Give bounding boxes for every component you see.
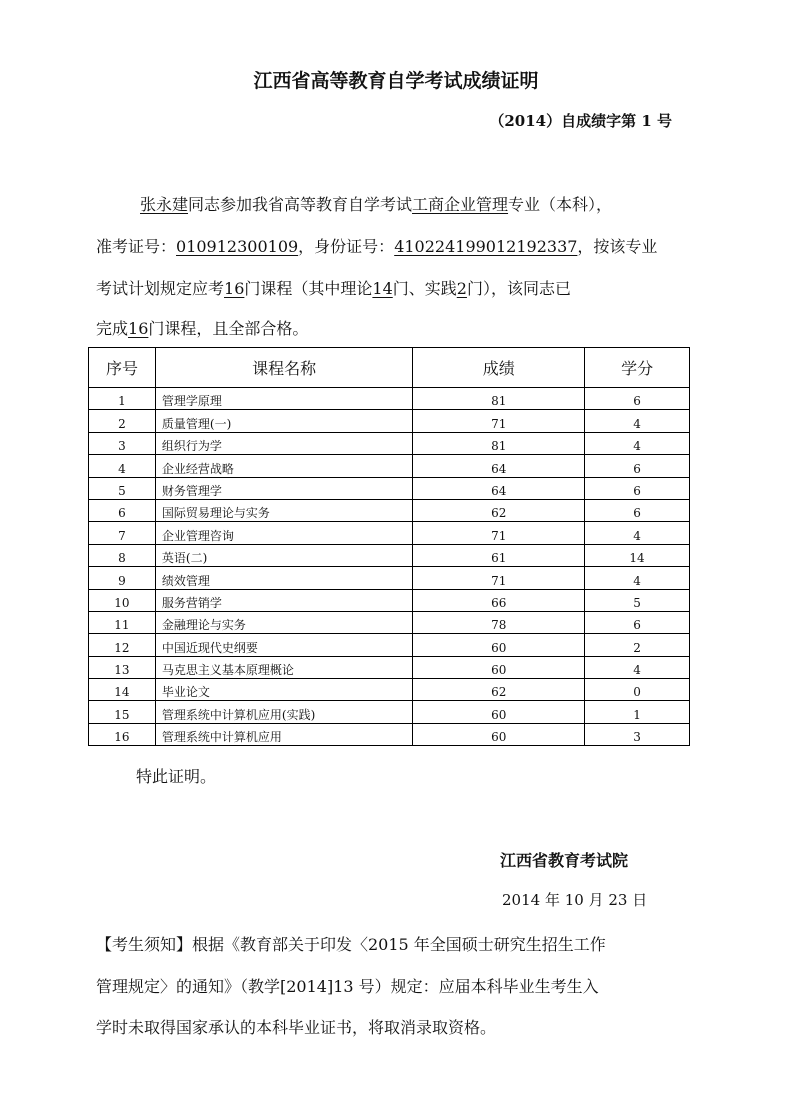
- cell-score: 60: [413, 723, 585, 745]
- cell-score: 71: [413, 567, 585, 589]
- cell-score: 64: [413, 455, 585, 477]
- cell-credit: 4: [585, 432, 690, 454]
- header-credit: 学分: [585, 348, 690, 388]
- cell-index: 5: [89, 477, 156, 499]
- cell-credit: 6: [585, 477, 690, 499]
- cell-index: 2: [89, 410, 156, 432]
- cell-course: 国际贸易理论与实务: [155, 499, 413, 521]
- table-row: [89, 679, 690, 701]
- cert-text-4: 考试计划规定应考: [96, 279, 225, 298]
- cell-course: 服务营销学: [155, 589, 413, 611]
- cert-text-9: 门课程，且全部合格。: [148, 319, 309, 338]
- header-score: 成绩: [413, 348, 585, 388]
- table-row: [89, 634, 690, 656]
- cert-line-2: [96, 234, 657, 257]
- cell-credit: 0: [585, 679, 690, 701]
- cell-credit: 4: [585, 656, 690, 678]
- cell-credit: 6: [585, 499, 690, 521]
- cell-course: 马克思主义基本原理概论: [155, 656, 413, 678]
- closing-statement: 特此证明。: [136, 767, 217, 786]
- cell-course: 金融理论与实务: [155, 611, 413, 633]
- exam-id: 010912300109: [176, 237, 299, 256]
- cell-credit: 14: [585, 544, 690, 566]
- grades-table: [88, 347, 690, 746]
- cell-course: 中国近现代史纲要: [155, 634, 413, 656]
- table-header-row: [89, 348, 690, 388]
- cell-credit: 3: [585, 723, 690, 745]
- cell-course: 企业经营战略: [155, 455, 413, 477]
- cell-index: 7: [89, 522, 156, 544]
- cell-course: 企业管理咨询: [155, 522, 413, 544]
- document-number: （2014）自成绩字第 1 号: [489, 112, 672, 130]
- notice-line-2: 管理规定〉的通知》（教学[2014]13 号）规定：应届本科毕业生考生入: [96, 977, 599, 996]
- cert-line-4: [96, 316, 308, 339]
- cell-score: 66: [413, 589, 585, 611]
- table-row: [89, 544, 690, 566]
- cell-credit: 4: [585, 410, 690, 432]
- cell-course: 管理系统中计算机应用(实践): [155, 701, 413, 723]
- cell-score: 81: [413, 432, 585, 454]
- table-row: [89, 432, 690, 454]
- cell-index: 14: [89, 679, 156, 701]
- cell-score: 61: [413, 544, 585, 566]
- cell-credit: 6: [585, 388, 690, 410]
- table-row: [89, 455, 690, 477]
- candidate-name: 张永建: [140, 195, 189, 214]
- cell-score: 78: [413, 611, 585, 633]
- id-number: 410224199012192337: [394, 237, 578, 256]
- cell-index: 10: [89, 589, 156, 611]
- cell-score: 71: [413, 522, 585, 544]
- cell-credit: 6: [585, 611, 690, 633]
- table-row: [89, 567, 690, 589]
- cert-line-1: [140, 192, 612, 215]
- document-title: 江西省高等教育自学考试成绩证明: [253, 70, 539, 92]
- cell-score: 64: [413, 477, 585, 499]
- cert-line-3: [96, 276, 571, 299]
- issuing-organization: 江西省教育考试院: [500, 851, 629, 870]
- cert-text-5: 门课程（其中理论: [244, 279, 373, 298]
- cell-score: 81: [413, 388, 585, 410]
- cell-course: 英语(二): [155, 544, 413, 566]
- completed-courses: 16: [128, 319, 149, 338]
- table-row: [89, 611, 690, 633]
- issue-date: 2014 年 10 月 23 日: [502, 891, 648, 909]
- cell-credit: 2: [585, 634, 690, 656]
- cell-index: 9: [89, 567, 156, 589]
- header-index: 序号: [89, 348, 156, 388]
- cert-text-7: 门），该同志已: [466, 279, 571, 298]
- cell-course: 质量管理(一): [155, 410, 413, 432]
- theory-courses: 14: [372, 279, 393, 298]
- table-row: [89, 589, 690, 611]
- cell-score: 71: [413, 410, 585, 432]
- cell-course: 管理学原理: [155, 388, 413, 410]
- table-row: [89, 499, 690, 521]
- notice-line-3: 学时未取得国家承认的本科毕业证书，将取消录取资格。: [96, 1018, 497, 1037]
- cell-credit: 1: [585, 701, 690, 723]
- cell-score: 62: [413, 679, 585, 701]
- table-row: [89, 410, 690, 432]
- cell-credit: 5: [585, 589, 690, 611]
- major-name: 工商企业管理: [412, 195, 509, 214]
- cell-score: 60: [413, 656, 585, 678]
- table-row: [89, 656, 690, 678]
- cell-credit: 4: [585, 567, 690, 589]
- cell-score: 62: [413, 499, 585, 521]
- cert-text-8: 完成: [96, 319, 129, 338]
- cell-score: 60: [413, 701, 585, 723]
- cell-course: 管理系统中计算机应用: [155, 723, 413, 745]
- cert-text-1: 同志参加我省高等教育自学考试: [188, 195, 413, 214]
- cert-text-3: ，按该专业: [577, 237, 658, 256]
- cell-course: 绩效管理: [155, 567, 413, 589]
- cell-index: 13: [89, 656, 156, 678]
- cell-course: 组织行为学: [155, 432, 413, 454]
- exam-id-label: 准考证号：: [96, 237, 177, 256]
- id-label: ，身份证号：: [298, 237, 395, 256]
- table-row: [89, 477, 690, 499]
- cert-text-6: 门、实践: [392, 279, 457, 298]
- table-row: [89, 522, 690, 544]
- table-row: [89, 701, 690, 723]
- cell-credit: 6: [585, 455, 690, 477]
- practice-courses: 2: [456, 279, 467, 298]
- cell-index: 8: [89, 544, 156, 566]
- header-course: 课程名称: [155, 348, 413, 388]
- cell-index: 12: [89, 634, 156, 656]
- cell-index: 16: [89, 723, 156, 745]
- notice-line-1: 【考生须知】根据《教育部关于印发〈2015 年全国硕士研究生招生工作: [96, 935, 606, 954]
- cell-index: 15: [89, 701, 156, 723]
- cell-index: 3: [89, 432, 156, 454]
- cell-index: 4: [89, 455, 156, 477]
- cell-index: 6: [89, 499, 156, 521]
- cell-index: 1: [89, 388, 156, 410]
- total-courses: 16: [224, 279, 245, 298]
- cell-course: 毕业论文: [155, 679, 413, 701]
- table-row: [89, 388, 690, 410]
- table-row: [89, 723, 690, 745]
- table-body: [89, 388, 690, 746]
- cert-text-2: 专业（本科），: [508, 195, 613, 214]
- cell-course: 财务管理学: [155, 477, 413, 499]
- cell-score: 60: [413, 634, 585, 656]
- cell-credit: 4: [585, 522, 690, 544]
- cell-index: 11: [89, 611, 156, 633]
